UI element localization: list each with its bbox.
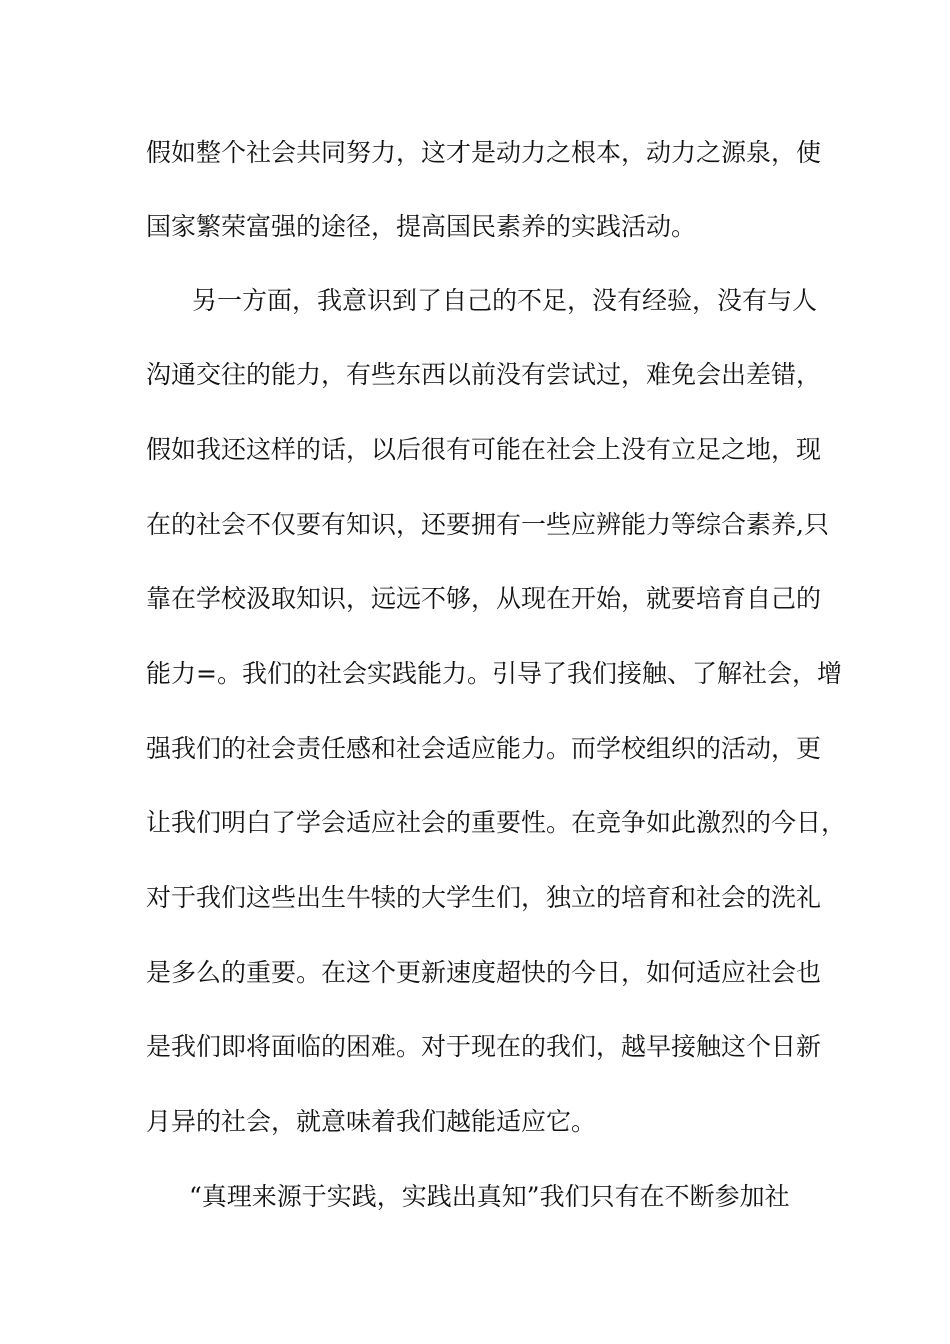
text-line-2: 国家繁荣富强的途径，提高国民素养的实践活动。: [146, 212, 697, 241]
text-line-4: 沟通交往的能力，有些东西以前没有尝试过，难免会出差错，: [146, 360, 822, 389]
text-line-9: 强我们的社会责任感和社会适应能力。而学校组织的活动，更: [146, 734, 822, 763]
text-line-15: “真理来源于实践，实践出真知”我们只有在不断参加社: [189, 1182, 790, 1211]
text-line-3: 另一方面，我意识到了自己的不足，没有经验，没有与人: [192, 286, 818, 315]
text-line-12: 是多么的重要。在这个更新速度超快的今日，如何适应社会也: [146, 958, 822, 987]
text-line-7: 靠在学校汲取知识，远远不够，从现在开始，就要培育自己的: [146, 584, 822, 613]
text-line-10: 让我们明白了学会适应社会的重要性。在竞争如此激烈的今日，: [146, 808, 847, 837]
text-line-6: 在的社会不仅要有知识，还要拥有一些应辨能力等综合素养,只: [146, 510, 829, 539]
text-line-5: 假如我还这样的话，以后很有可能在社会上没有立足之地，现: [146, 435, 822, 464]
text-line-11: 对于我们这些出生牛犊的大学生们，独立的培育和社会的洗礼: [146, 883, 822, 912]
text-line-14: 月异的社会，就意味着我们越能适应它。: [146, 1107, 597, 1136]
text-line-13: 是我们即将面临的困难。对于现在的我们，越早接触这个日新: [146, 1032, 822, 1061]
text-line-1: 假如整个社会共同努力，这才是动力之根本，动力之源泉，使: [146, 138, 822, 167]
text-line-8: 能力=。我们的社会实践能力。引导了我们接触、了解社会，增: [146, 659, 842, 688]
